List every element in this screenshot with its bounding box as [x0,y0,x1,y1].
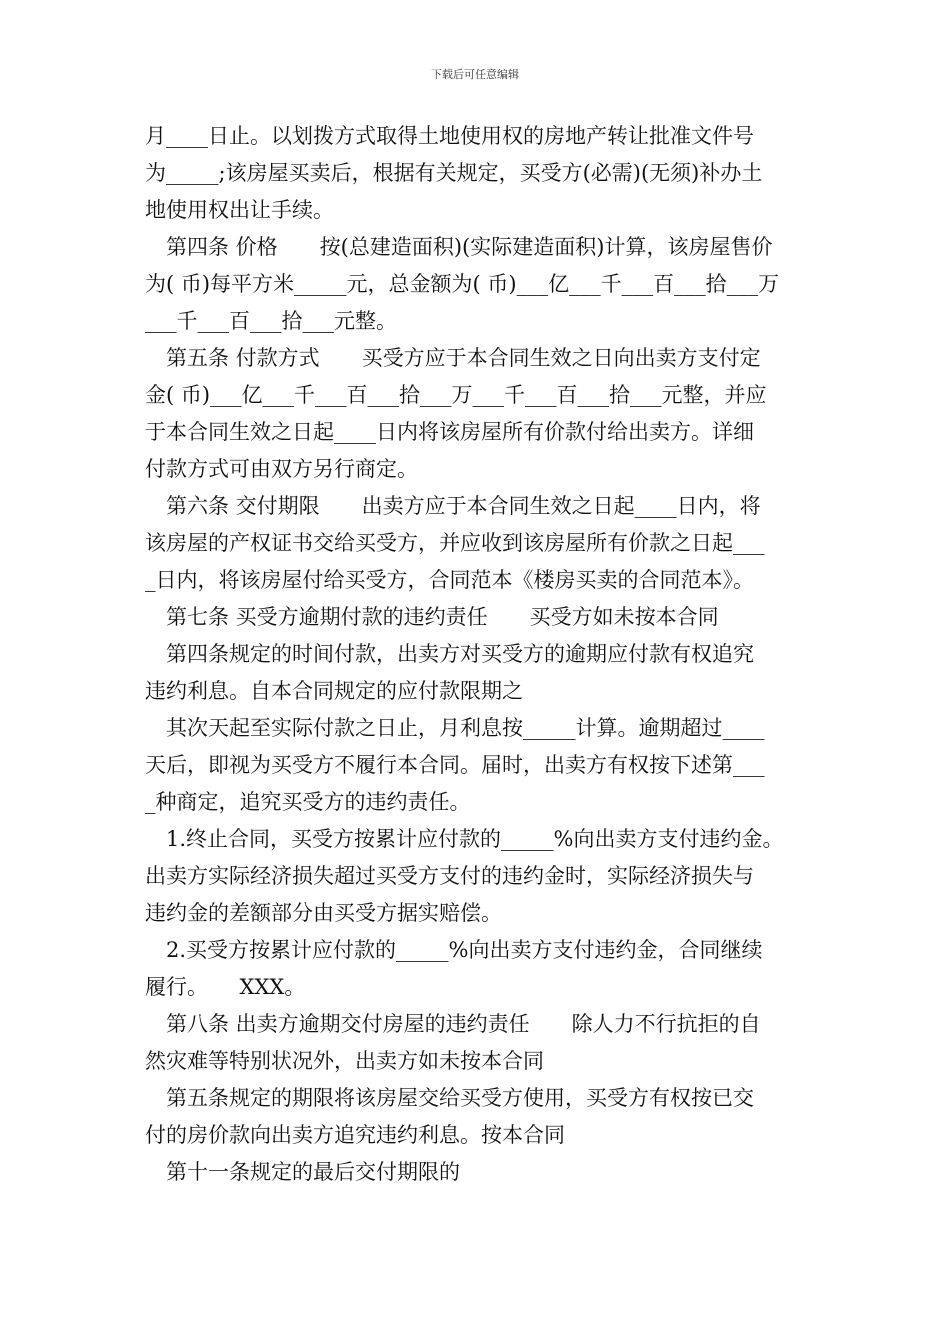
text-line: 金( 币)___亿___千___百___拾___万___千___百___拾___元整，并应 [145,383,767,407]
text-line: 然灾难等特别状况外，出卖方如未按本合同 [145,1049,544,1073]
text-line: 违约利息。自本合同规定的应付款限期之 [145,679,523,703]
text-line: 付款方式可由双方另行商定。 [145,457,418,481]
page-header: 下载后可任意编辑 [431,68,519,81]
text-line: 其次天起至实际付款之日止，月利息按_____计算。逾期超过____ [166,716,765,740]
text-line: 履行。 XXX。 [145,975,306,999]
text-line: 第四条规定的时间付款，出卖方对买受方的逾期应付款有权追究 [166,642,754,666]
text-line: 地使用权出让手续。 [145,198,334,222]
text-line: 出卖方实际经济损失超过买受方支付的违约金时，实际经济损失与 [145,864,754,888]
text-line: 第七条 买受方逾期付款的违约责任 买受方如未按本合同 [166,605,719,629]
text-line: 天后，即视为买受方不履行本合同。届时，出卖方有权按下述第___ [145,753,765,777]
text-line: 第六条 交付期限 出卖方应于本合同生效之日起____日内，将 [166,494,761,518]
text-line: 第十一条规定的最后交付期限的 [166,1160,460,1184]
text-line: 第四条 价格 按(总建造面积)(实际建造面积)计算，该房屋售价 [166,235,773,259]
text-line: 1.终止合同，买受方按累计应付款的_____%向出卖方支付违约金。 [166,827,784,851]
text-line: 月____日止。以划拨方式取得土地使用权的房地产转让批准文件号 [145,124,754,148]
text-line: 第八条 出卖方逾期交付房屋的违约责任 除人力不行抗拒的自 [166,1012,761,1036]
text-line: 第五条规定的期限将该房屋交给买受方使用，买受方有权按已交 [166,1086,754,1110]
text-line: 2.买受方按累计应付款的_____%向出卖方支付违约金，合同继续 [166,938,763,962]
text-line: _种商定，追究买受方的违约责任。 [145,790,471,814]
text-line: 付的房价款向出卖方追究违约利息。按本合同 [145,1123,565,1147]
text-line: 于本合同生效之日起____日内将该房屋所有价款付给出卖方。详细 [145,420,754,444]
text-line: _日内，将该房屋付给买受方，合同范本《楼房买卖的合同范本》。 [145,568,754,592]
text-line: ___千___百___拾___元整。 [145,309,397,333]
text-line: 该房屋的产权证书交给买受方，并应收到该房屋所有价款之日起___ [145,531,765,555]
text-line: 为( 币)每平方米_____元，总金额为( 币)___亿___千___百___拾___万 [145,272,780,296]
text-line: 第五条 付款方式 买受方应于本合同生效之日向出卖方支付定 [166,346,761,370]
text-line: 为_____;该房屋买卖后，根据有关规定，买受方(必需)(无须)补办土 [145,161,763,185]
text-line: 违约金的差额部分由买受方据实赔偿。 [145,901,502,925]
